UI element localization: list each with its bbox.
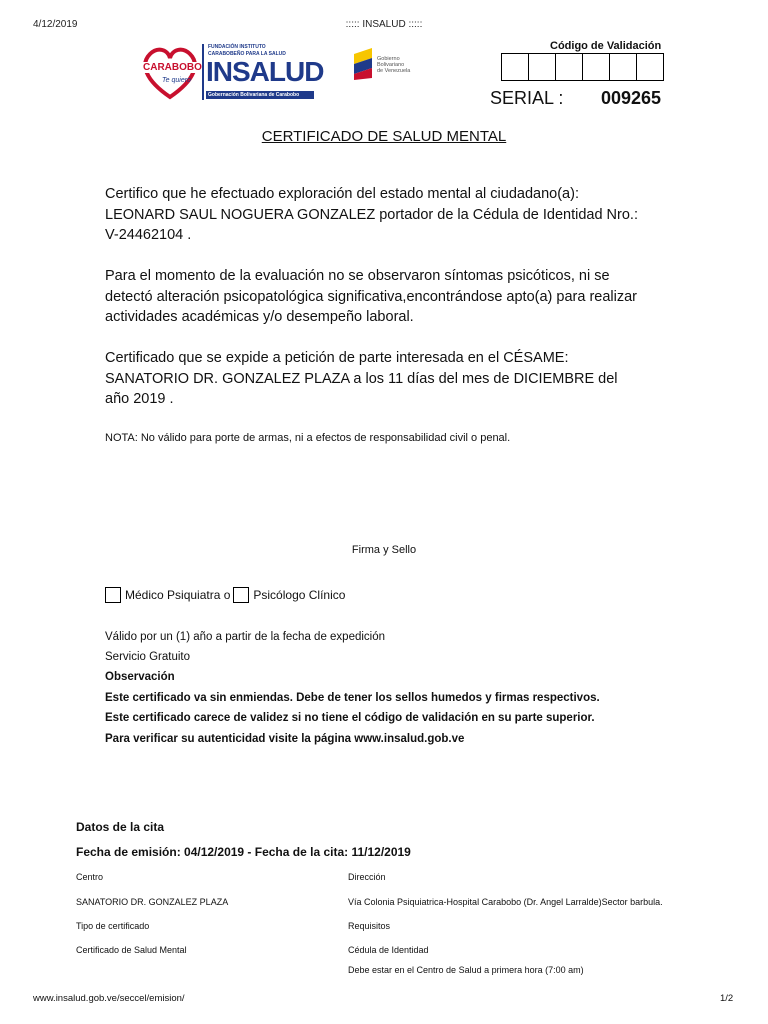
psicologo-label: Psicólogo Clínico	[253, 588, 346, 602]
insalud-logo	[140, 42, 324, 102]
centro-label: Centro	[76, 872, 104, 882]
free-service-text: Servicio Gratuito	[105, 651, 191, 663]
validity-text: Válido por un (1) año a partir de la fecha de expedición	[105, 631, 386, 643]
validation-code-boxes	[502, 53, 664, 81]
p3-line1: Certificado que se expide a petición de parte interesada en el CÉSAME:	[105, 350, 569, 366]
psicologo-checkbox[interactable]	[233, 587, 249, 603]
nota-text: NOTA: No válido para porte de armas, ni a efectos de responsabilidad civil o penal.	[105, 432, 511, 444]
gobernacion-label: Gobernación Bolivariana de Carabobo	[208, 92, 300, 98]
validation-box	[528, 53, 556, 81]
paragraph-exploration	[105, 184, 665, 246]
professional-type-row	[105, 587, 345, 603]
p2-line2: detectó alteración psicopatológica significativa,encontrándose apto(a) para realizar	[105, 288, 637, 305]
gobierno-text	[377, 56, 410, 74]
observacion-heading: Observación	[105, 671, 175, 683]
cita-heading: Datos de la cita	[76, 820, 165, 834]
fundacion-label: FUNDACIÓN INSTITUTO	[208, 44, 266, 50]
observacion-line3: Para verificar su autenticidad visite la página www.insalud.gob.ve	[105, 733, 465, 745]
tipo-certificado-value: Certificado de Salud Mental	[76, 945, 187, 955]
medico-label: Médico Psiquiatra o	[125, 588, 231, 602]
p1-line1: Certifico que he efectuado exploración del estado mental al ciudadano(a):	[105, 186, 579, 202]
carabobo-label: CARABOBO	[143, 62, 202, 73]
validation-box	[555, 53, 583, 81]
p3-line2: SANATORIO DR. GONZALEZ PLAZA a los 11 días del mes de DICIEMBRE del	[105, 370, 618, 387]
carabobeno-label: CARABOBEÑO PARA LA SALUD	[208, 51, 286, 57]
gov-line2: Bolivariano	[377, 62, 405, 68]
validation-code-label: Código de Validación	[550, 40, 662, 52]
print-date: 4/12/2019	[33, 19, 78, 30]
observacion-line2: Este certificado carece de validez si no tiene el código de validación en su parte superior.	[105, 712, 595, 724]
firma-sello-label: Firma y Sello	[351, 544, 417, 556]
serial-label: SERIAL :	[490, 88, 564, 108]
validation-box	[582, 53, 610, 81]
requisito-item: Debe estar en el Centro de Salud a primera hora (7:00 am)	[348, 965, 584, 975]
direccion-value: Vía Colonia Psiquiatrica-Hospital Carabobo (Dr. Angel Larralde)Sector barbula.	[348, 897, 663, 907]
certificate-title: CERTIFICADO DE SALUD MENTAL	[261, 128, 507, 145]
footer-page-number: 1/2	[720, 993, 734, 1004]
medico-checkbox[interactable]	[105, 587, 121, 603]
direccion-label: Dirección	[348, 872, 386, 882]
gov-line1: Gobierno	[377, 56, 400, 62]
tipo-certificado-label: Tipo de certificado	[76, 921, 150, 931]
p3-line3: año 2019 .	[105, 391, 174, 407]
p2-line1: Para el momento de la evaluación no se observaron síntomas psicóticos, ni se	[105, 268, 610, 284]
gov-line3: de Venezuela	[377, 68, 411, 74]
cita-dates: Fecha de emisión: 04/12/2019 - Fecha de la cita: 11/12/2019	[76, 845, 411, 859]
p1-line3: V-24462104 .	[105, 227, 192, 243]
validation-box	[636, 53, 664, 81]
validation-box	[609, 53, 637, 81]
print-title: ::::: INSALUD :::::	[345, 19, 423, 30]
serial-value: 009265	[601, 88, 662, 108]
footer-url: www.insalud.gob.ve/seccel/emision/	[33, 993, 185, 1004]
validation-box	[501, 53, 529, 81]
requisitos-label: Requisitos	[348, 921, 391, 931]
venezuela-flag-icon	[352, 48, 374, 80]
gobierno-logo	[352, 48, 411, 85]
centro-value: SANATORIO DR. GONZALEZ PLAZA	[76, 897, 229, 907]
p1-line2: LEONARD SAUL NOGUERA GONZALEZ portador de la Cédula de Identidad Nro.:	[105, 206, 638, 223]
insalud-wordmark: INSALUD	[206, 56, 324, 87]
p2-line3: actividades académicas y/o desempeño laboral.	[105, 309, 414, 325]
paragraph-issuance	[105, 348, 665, 410]
logo-divider	[202, 44, 204, 100]
paragraph-evaluation	[105, 266, 665, 328]
requisito-item: Cédula de Identidad	[348, 945, 429, 955]
te-quiero-label: Te quiero	[162, 77, 191, 84]
observacion-line1: Este certificado va sin enmiendas. Debe de tener los sellos humedos y firmas respectivos.	[105, 692, 600, 704]
